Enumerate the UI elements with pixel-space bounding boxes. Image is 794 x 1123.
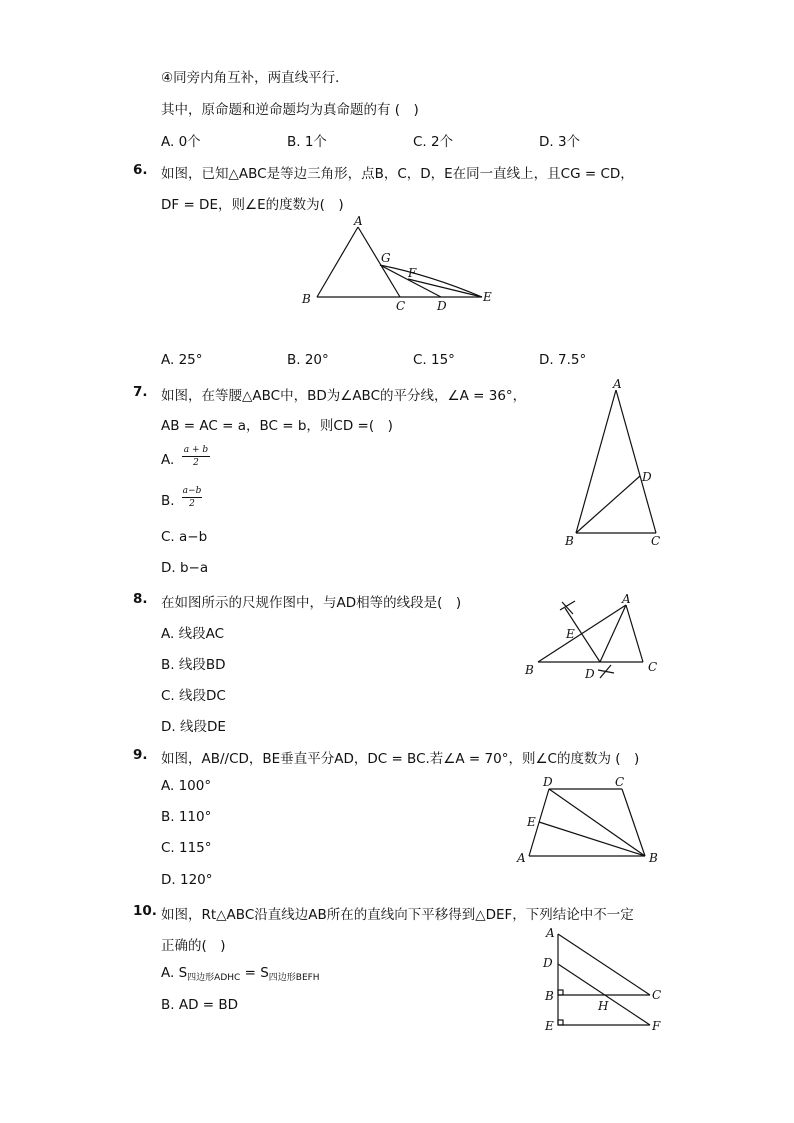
- q5-option-d: D. 3个: [539, 134, 581, 150]
- q10-label-f: F: [652, 1019, 661, 1033]
- q9-label-c: C: [615, 775, 625, 789]
- q7-stem-line-1: 如图，在等腰△ABC中，BD为∠ABC的平分线，∠A = 36°，: [161, 388, 527, 404]
- q10-label-h: H: [598, 999, 609, 1013]
- q9-label-b: B: [649, 851, 658, 865]
- q7-option-b-denominator: 2: [189, 499, 195, 509]
- q5-question: 其中，原命题和逆命题均为真命题的有 ( ): [161, 102, 419, 118]
- q9-label-a: A: [517, 851, 526, 865]
- q10-option-a: [161, 965, 320, 983]
- q10-label-e: E: [545, 1019, 554, 1033]
- q8-number: 8.: [133, 591, 148, 607]
- q9-label-e: E: [527, 815, 536, 829]
- q7-label-b: B: [565, 534, 574, 548]
- q6-option-b: B. 20°: [287, 352, 329, 368]
- q8-label-b: B: [525, 663, 534, 677]
- q8-option-c: C. 线段DC: [161, 688, 226, 704]
- q7-option-b-numerator: a−b: [182, 486, 202, 496]
- q7-label-c: C: [651, 534, 661, 548]
- q10-option-a-prefix: A. S: [161, 965, 188, 981]
- q10-label-d: D: [543, 956, 553, 970]
- q10-option-a-mid: = S: [240, 965, 269, 981]
- q7-option-a-label: A.: [161, 452, 175, 468]
- q7-stem-line-2: AB = AC = a，BC = b，则CD =( ): [161, 418, 393, 434]
- q10-label-a: A: [546, 926, 555, 940]
- q10-stem-line-1: 如图，Rt△ABC沿直线边AB所在的直线向下平移得到△DEF，下列结论中不一定: [161, 907, 634, 923]
- q6-stem-line-2: DF = DE，则∠E的度数为( ): [161, 197, 344, 213]
- q6-label-e: E: [483, 290, 492, 304]
- q6-figure: [300, 215, 500, 315]
- q10-figure: [540, 922, 670, 1037]
- q5-option-c: C. 2个: [413, 134, 454, 150]
- q10-label-b: B: [545, 989, 554, 1003]
- q8-figure: [520, 590, 665, 682]
- q8-option-b: B. 线段BD: [161, 657, 226, 673]
- q6-option-d: D. 7.5°: [539, 352, 587, 368]
- q7-label-d: D: [642, 470, 652, 484]
- q7-number: 7.: [133, 384, 148, 400]
- q5-option-a: A. 0个: [161, 134, 201, 150]
- q7-option-a-numerator: a + b: [183, 445, 209, 455]
- q6-label-g: G: [381, 251, 391, 265]
- q6-label-f: F: [408, 266, 417, 280]
- q8-label-c: C: [648, 660, 658, 674]
- q7-option-d: D. b−a: [161, 560, 209, 576]
- q8-label-d: D: [585, 667, 595, 681]
- q10-option-a-sub-1: 四边形ADHC: [187, 973, 241, 983]
- q7-option-a-fraction: [182, 445, 210, 468]
- q7-figure: [560, 378, 670, 550]
- q8-label-e: E: [566, 627, 575, 641]
- q7-label-a: A: [613, 377, 622, 391]
- q7-option-a-denominator: 2: [193, 458, 199, 468]
- q8-option-a: A. 线段AC: [161, 626, 225, 642]
- q6-label-a: A: [354, 214, 363, 228]
- q8-label-a: A: [622, 592, 631, 606]
- q8-option-d: D. 线段DE: [161, 719, 226, 735]
- q9-label-d: D: [543, 775, 553, 789]
- q10-stem-line-2: 正确的( ): [161, 938, 226, 954]
- q6-number: 6.: [133, 162, 148, 178]
- q10-number: 10.: [133, 903, 157, 919]
- q10-option-a-sub-2: 四边形BEFH: [268, 973, 320, 983]
- q8-stem: 在如图所示的尺规作图中，与AD相等的线段是( ): [161, 595, 462, 611]
- q5-item-4: ④同旁内角互补，两直线平行．: [161, 70, 349, 86]
- q6-label-b: B: [302, 292, 311, 306]
- q6-option-a: A. 25°: [161, 352, 203, 368]
- q9-number: 9.: [133, 747, 148, 763]
- q9-option-c: C. 115°: [161, 840, 212, 856]
- q6-label-c: C: [396, 299, 406, 313]
- q7-option-c: C. a−b: [161, 529, 208, 545]
- q10-label-c: C: [652, 988, 662, 1002]
- q9-stem: 如图，AB//CD，BE垂直平分AD，DC = BC.若∠A = 70°，则∠C的度数为 ( ): [161, 751, 640, 767]
- q9-figure: [515, 772, 665, 867]
- q9-option-a: A. 100°: [161, 778, 212, 794]
- q7-option-b-fraction: [182, 486, 202, 509]
- q6-stem-line-1: 如图，已知△ABC是等边三角形，点B，C，D，E在同一直线上，且CG = CD，: [161, 166, 634, 182]
- q9-option-b: B. 110°: [161, 809, 212, 825]
- q9-option-d: D. 120°: [161, 872, 213, 888]
- q7-option-b-label: B.: [161, 493, 175, 509]
- q5-option-b: B. 1个: [287, 134, 327, 150]
- q6-option-c: C. 15°: [413, 352, 455, 368]
- q6-label-d: D: [437, 299, 447, 313]
- q10-option-b: B. AD = BD: [161, 997, 239, 1013]
